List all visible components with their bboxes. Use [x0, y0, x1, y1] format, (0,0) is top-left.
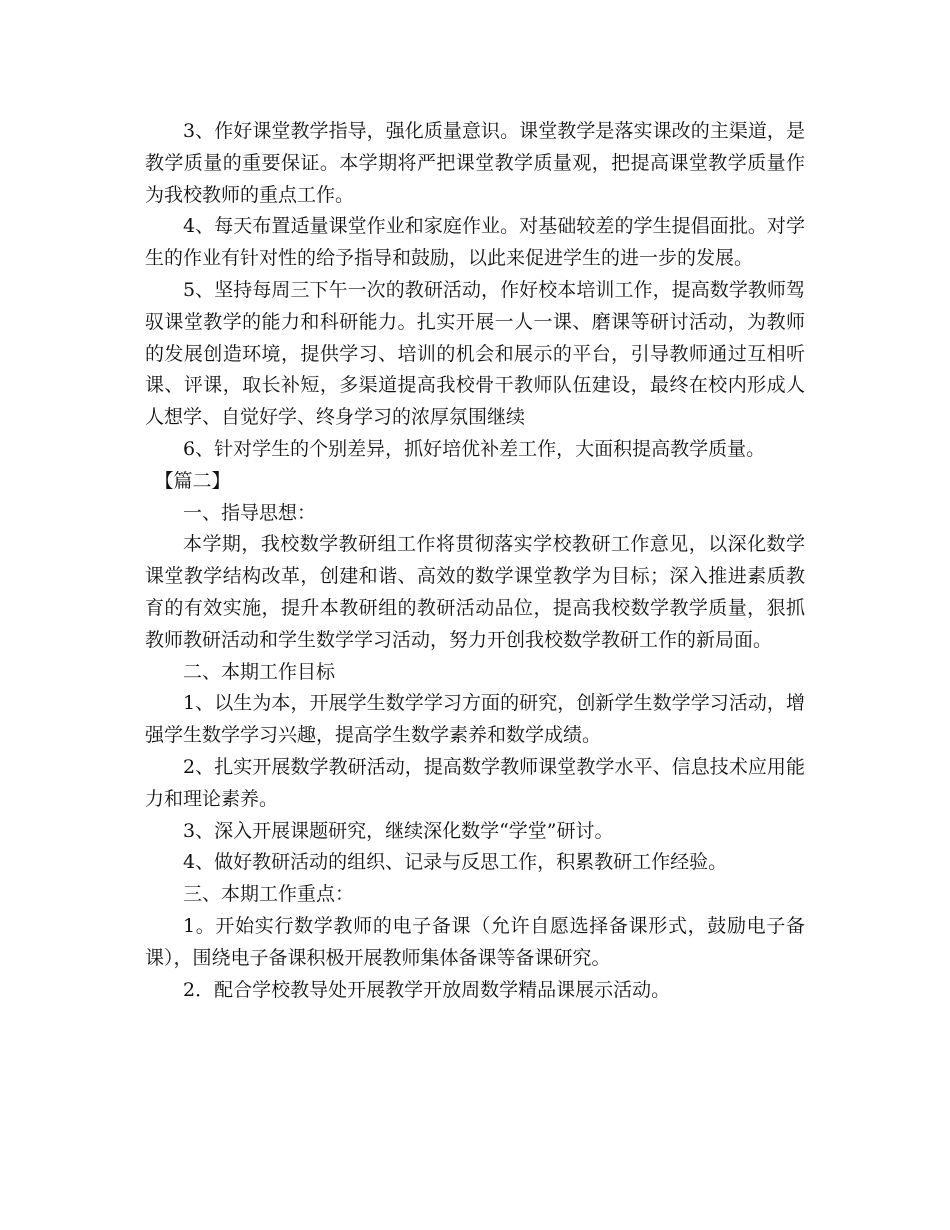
paragraph-guiding-ideas: 本学期，我校数学教研组工作将贯彻落实学校教研工作意见，以深化数学课堂教学结构改革，创建和谐、高效的数学课堂教学为目标；深入推进素质教育的有效实施，提升本教研组的教研活动品位，提高我校数学教学质量，狠抓教师教研活动和学生数学学习活动，努力开创我校数学教研工作的新局面。 — [145, 533, 805, 651]
goal-item-4: 4、做好教研活动的组织、记录与反思工作，积累教研工作经验。 — [183, 851, 728, 874]
paragraph-item-3: 3、作好课堂教学指导，强化质量意识。课堂教学是落实课改的主渠道，是教学质量的重要保证。本学期将严把课堂教学质量观，把提高课堂教学质量作为我校教师的重点工作。 — [145, 120, 805, 206]
goal-item-2: 2、扎实开展数学教研活动，提高数学教师课堂教学水平、信息技术应用能力和理论素养。 — [145, 755, 805, 810]
paragraph-item-4: 4、每天布置适量课堂作业和家庭作业。对基础较差的学生提倡面批。对学生的作业有针对性的给予指导和鼓励，以此来促进学生的进一步的发展。 — [145, 215, 805, 270]
section-title-part-two: 【篇二】 — [154, 469, 231, 492]
section-heading-focus: 三、本期工作重点： — [183, 883, 355, 906]
paragraph-item-5: 5、坚持每周三下午一次的教研活动，作好校本培训工作，提高数学教师驾驭课堂教学的能力和科研能力。扎实开展一人一课、磨课等研讨活动，为教师的发展创造环境，提供学习、培训的机会和展示的平台，引导教师通过互相听课、评课，取长补短，多渠道提高我校骨干教师队伍建设，最终在校内形成人人想学、自觉好学、终身学习的浓厚氛围继续 — [145, 278, 805, 429]
focus-item-1: 1。开始实行数学教师的电子备课（允许自愿选择备课形式，鼓励电子备课），围绕电子备课积极开展教师集体备课等备课研究。 — [145, 914, 805, 969]
paragraph-item-6: 6、针对学生的个别差异，抓好培优补差工作，大面积提高教学质量。 — [183, 437, 766, 460]
goal-item-1: 1、以生为本，开展学生数学学习方面的研究，创新学生数学学习活动，增强学生数学学习兴趣，提高学生数学素养和数学成绩。 — [145, 692, 805, 747]
section-heading-goals: 二、本期工作目标 — [183, 660, 336, 683]
section-heading-guiding-ideas: 一、指导思想： — [183, 501, 317, 524]
goal-item-3: 3、深入开展课题研究，继续深化数学“学堂”研讨。 — [183, 819, 614, 842]
focus-item-2: 2．配合学校教导处开展教学开放周数学精品课展示活动。 — [183, 978, 671, 1001]
